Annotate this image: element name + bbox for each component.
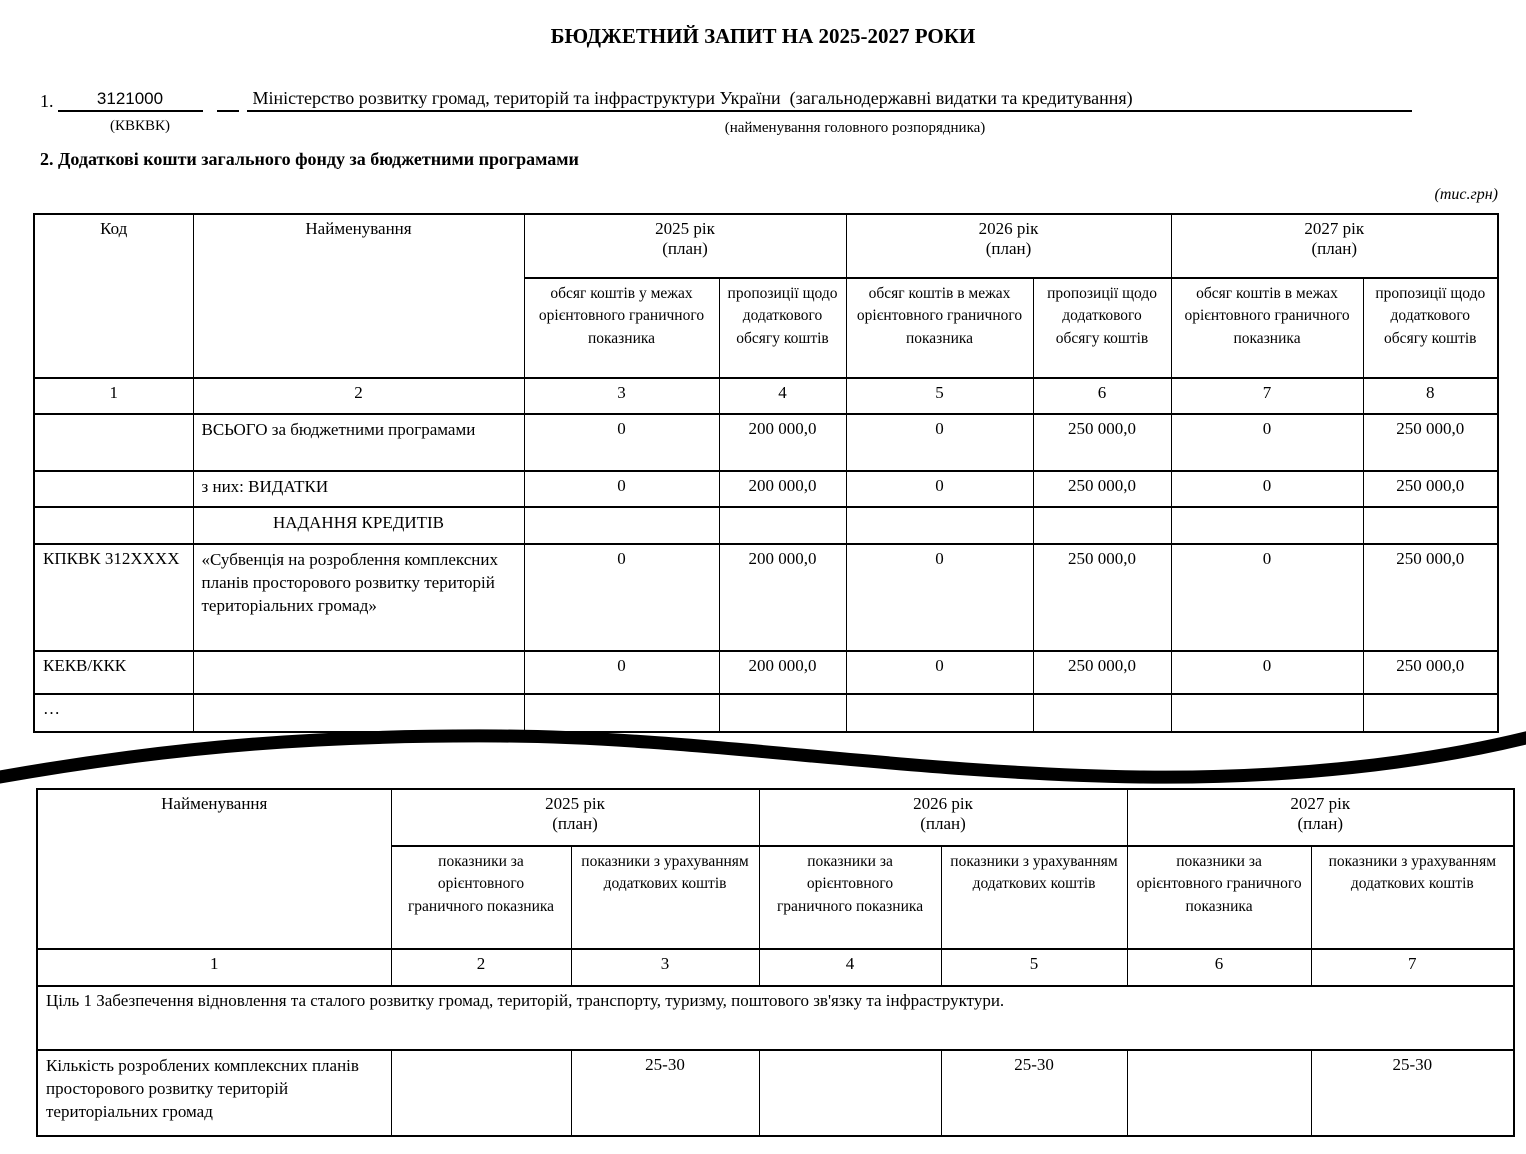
row-value: 0 xyxy=(1171,544,1363,651)
row-code xyxy=(34,507,193,544)
row-value: 200 000,0 xyxy=(719,544,846,651)
row-value: 0 xyxy=(846,651,1033,694)
row-value xyxy=(1171,507,1363,544)
subheader-2027-baseline: показники за орієнтовного граничного показника xyxy=(1127,846,1311,949)
col-number: 2 xyxy=(193,378,524,414)
row-value: 0 xyxy=(524,651,719,694)
col-number: 5 xyxy=(941,949,1127,986)
year-plan: (план) xyxy=(985,239,1032,258)
table2-year-2025 xyxy=(391,789,759,846)
row-name: з них: ВИДАТКИ xyxy=(193,471,524,507)
subheader-2025-proposal: пропозиції щодо додаткового обсягу коштів xyxy=(719,278,846,378)
table-row xyxy=(34,507,1498,544)
table-row xyxy=(34,651,1498,694)
row-value: 250 000,0 xyxy=(1363,651,1498,694)
table1-col-code: Код xyxy=(34,214,193,378)
year-label: 2026 рік xyxy=(913,794,973,813)
table-row xyxy=(34,414,1498,471)
row-value: 0 xyxy=(524,414,719,471)
row-value: 200 000,0 xyxy=(719,471,846,507)
indicator-value xyxy=(1127,1050,1311,1136)
col-number: 3 xyxy=(524,378,719,414)
indicator-value: 25-30 xyxy=(1311,1050,1514,1136)
table1-number-row xyxy=(34,378,1498,414)
indicator-value: 25-30 xyxy=(941,1050,1127,1136)
row-value: 0 xyxy=(1171,651,1363,694)
row-value xyxy=(846,507,1033,544)
row-value: 250 000,0 xyxy=(1033,651,1171,694)
table2-year-2027 xyxy=(1127,789,1514,846)
col-number: 7 xyxy=(1311,949,1514,986)
year-plan: (план) xyxy=(920,814,966,833)
ministry-name: Міністерство розвитку громад, територій та інфраструктури України (загальнодержавні видатки та кредитування) xyxy=(247,88,1413,112)
col-number: 4 xyxy=(759,949,941,986)
indicator-row xyxy=(37,1050,1514,1136)
subheader-2026-with-funds: показники з урахуванням додаткових коштів xyxy=(941,846,1127,949)
table1-year-2026 xyxy=(846,214,1171,278)
table1-year-2025 xyxy=(524,214,846,278)
row-value: 0 xyxy=(1171,414,1363,471)
row-code: … xyxy=(34,694,193,732)
row-value: 250 000,0 xyxy=(1363,414,1498,471)
row-value: 250 000,0 xyxy=(1033,414,1171,471)
row-value: 250 000,0 xyxy=(1363,471,1498,507)
kvkvk-label: (КВКВК) xyxy=(109,118,170,134)
row-value: 0 xyxy=(846,471,1033,507)
row-name: НАДАННЯ КРЕДИТІВ xyxy=(193,507,524,544)
subheader-2025-with-funds: показники з урахуванням додаткових коштів xyxy=(571,846,759,949)
subheader-2026-baseline: показники за орієнтовного граничного показника xyxy=(759,846,941,949)
table2-number-row xyxy=(37,949,1514,986)
row-value: 0 xyxy=(1171,471,1363,507)
row-value xyxy=(719,507,846,544)
col-number: 1 xyxy=(34,378,193,414)
table1-year-2027 xyxy=(1171,214,1498,278)
row-code: КЕКВ/ККК xyxy=(34,651,193,694)
year-label: 2026 рік xyxy=(978,219,1039,238)
year-plan: (план) xyxy=(662,239,708,258)
row-value xyxy=(524,507,719,544)
row-value: 200 000,0 xyxy=(719,651,846,694)
header-line-1 xyxy=(40,88,1412,112)
col-number: 3 xyxy=(571,949,759,986)
row-value: 250 000,0 xyxy=(1033,471,1171,507)
row-name: ВСЬОГО за бюджетними програмами xyxy=(193,414,524,471)
col-number: 5 xyxy=(846,378,1033,414)
col-number: 2 xyxy=(391,949,571,986)
col-number: 1 xyxy=(37,949,391,986)
subheader-2025-limit: обсяг коштів у межах орієнтовного граничного показника xyxy=(524,278,719,378)
year-plan: (план) xyxy=(1311,239,1358,258)
underline-dash xyxy=(217,110,239,112)
col-number: 6 xyxy=(1033,378,1171,414)
indicator-name: Кількість розроблених комплексних планів просторового розвитку територій територіальних громад xyxy=(37,1050,391,1136)
units-note: (тис.грн) xyxy=(1434,186,1498,203)
row-value xyxy=(1363,507,1498,544)
row-value: 200 000,0 xyxy=(719,414,846,471)
table-row xyxy=(34,544,1498,651)
goal-row xyxy=(37,986,1514,1050)
goal-text: Ціль 1 Забезпечення відновлення та сталого розвитку громад, територій, транспорту, туризму, поштового зв'язку та інфраструктури. xyxy=(37,986,1514,1050)
year-label: 2025 рік xyxy=(655,219,715,238)
document-title: БЮДЖЕТНИЙ ЗАПИТ НА 2025-2027 РОКИ xyxy=(550,24,976,48)
row-code: КПКВК 312ХХХХ xyxy=(34,544,193,651)
year-plan: (план) xyxy=(1297,814,1344,833)
subheader-2027-limit: обсяг коштів в межах орієнтовного граничного показника xyxy=(1171,278,1363,378)
row-value: 0 xyxy=(524,544,719,651)
subheader-2027-with-funds: показники з урахуванням додаткових коштів xyxy=(1311,846,1514,949)
row-name: «Субвенція на розроблення комплексних планів просторового розвитку територій територіальних громад» xyxy=(193,544,524,651)
section-2-heading: 2. Додаткові кошти загального фонду за бюджетними програмами xyxy=(40,149,579,169)
subheader-2027-proposal: пропозиції щодо додаткового обсягу коштів xyxy=(1363,278,1498,378)
subheader-2025-baseline: показники за орієнтовного граничного показника xyxy=(391,846,571,949)
row-code xyxy=(34,471,193,507)
year-plan: (план) xyxy=(552,814,598,833)
row-value: 0 xyxy=(846,544,1033,651)
table2-col-name: Найменування xyxy=(37,789,391,949)
indicator-value xyxy=(391,1050,571,1136)
row-value: 0 xyxy=(524,471,719,507)
row-value xyxy=(1033,507,1171,544)
table2-year-2026 xyxy=(759,789,1127,846)
subheader-2026-limit: обсяг коштів в межах орієнтовного граничного показника xyxy=(846,278,1033,378)
row-value: 250 000,0 xyxy=(1363,544,1498,651)
additional-funds-table xyxy=(33,213,1499,733)
indicators-table xyxy=(36,788,1515,1137)
col-number: 4 xyxy=(719,378,846,414)
row-code xyxy=(34,414,193,471)
year-label: 2025 рік xyxy=(545,794,605,813)
table1-year-header-row xyxy=(34,214,1498,278)
indicator-value: 25-30 xyxy=(571,1050,759,1136)
line1-number: 1. xyxy=(40,91,54,111)
row-value: 0 xyxy=(846,414,1033,471)
indicator-value xyxy=(759,1050,941,1136)
row-value: 250 000,0 xyxy=(1033,544,1171,651)
col-number: 7 xyxy=(1171,378,1363,414)
table1-col-name: Найменування xyxy=(193,214,524,378)
ministry-label: (найменування головного розпорядника) xyxy=(724,120,986,136)
year-label: 2027 рік xyxy=(1290,794,1351,813)
col-number: 8 xyxy=(1363,378,1498,414)
table-row xyxy=(34,471,1498,507)
row-name xyxy=(193,651,524,694)
table2-year-header-row xyxy=(37,789,1514,846)
kvkvk-code: 3121000 xyxy=(58,89,203,112)
year-label: 2027 рік xyxy=(1304,219,1365,238)
subheader-2026-proposal: пропозиції щодо додаткового обсягу коштів xyxy=(1033,278,1171,378)
col-number: 6 xyxy=(1127,949,1311,986)
